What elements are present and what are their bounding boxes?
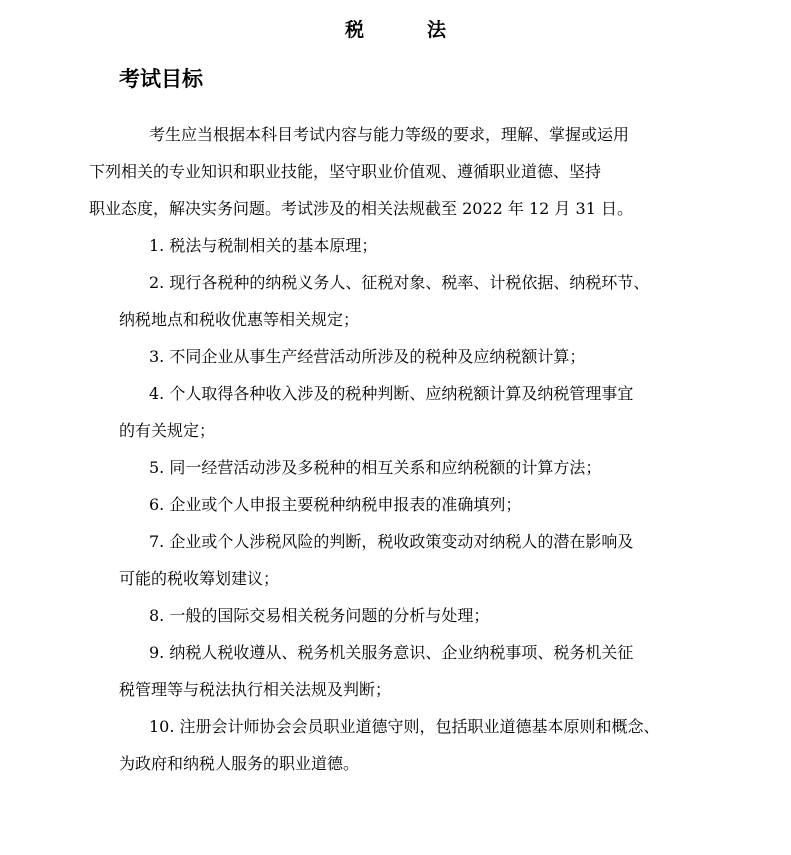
list-item-line: 10. 注册会计师协会会员职业道德守则，包括职业道德基本原则和概念、 xyxy=(149,717,660,736)
document-title: 税 法 xyxy=(344,19,468,41)
list-item-line: 7. 企业或个人涉税风险的判断，税收政策变动对纳税人的潜在影响及 xyxy=(149,532,634,551)
list-item xyxy=(119,264,679,338)
list-item-line: 可能的税收筹划建议； xyxy=(119,569,280,588)
list-item-line: 2. 现行各税种的纳税义务人、征税对象、税率、计税依据、纳税环节、 xyxy=(149,273,650,292)
list-item-line: 5. 同一经营活动涉及多税种的相互关系和应纳税额的计算方法； xyxy=(149,458,602,477)
list-item-line: 4. 个人取得各种收入涉及的税种判断、应纳税额计算及纳税管理事宜 xyxy=(149,384,634,403)
intro-paragraph xyxy=(89,116,679,227)
list-item-line: 1. 税法与税制相关的基本原理； xyxy=(149,236,378,255)
list-item-line: 3. 不同企业从事生产经营活动所涉及的税种及应纳税额计算； xyxy=(149,347,586,366)
list-item-line: 纳税地点和税收优惠等相关规定； xyxy=(119,310,360,329)
intro-line-2: 下列相关的专业知识和职业技能，坚守职业价值观、遵循职业道德、坚持 xyxy=(89,162,602,181)
list-item xyxy=(119,449,679,486)
section-heading: 考试目标 xyxy=(119,67,203,91)
list-item xyxy=(119,597,679,634)
list-item xyxy=(119,634,679,708)
list-item-line: 9. 纳税人税收遵从、税务机关服务意识、企业纳税事项、税务机关征 xyxy=(149,643,634,662)
list-item xyxy=(119,338,679,375)
list-item xyxy=(119,486,679,523)
list-item-line: 为政府和纳税人服务的职业道德。 xyxy=(119,754,360,773)
list-item xyxy=(119,227,679,264)
list-item-line: 6. 企业或个人申报主要税种纳税申报表的准确填列； xyxy=(149,495,522,514)
list-item xyxy=(119,523,679,597)
intro-line-1: 考生应当根据本科目考试内容与能力等级的要求，理解、掌握或运用 xyxy=(149,125,630,144)
list-item-line: 8. 一般的国际交易相关税务问题的分析与处理； xyxy=(149,606,490,625)
list-item xyxy=(119,708,679,782)
intro-line-3: 职业态度，解决实务问题。考试涉及的相关法规截至 2022 年 12 月 31 日。 xyxy=(89,199,633,218)
document-body xyxy=(89,116,679,782)
list-item-line: 税管理等与税法执行相关法规及判断； xyxy=(119,680,392,699)
list-item xyxy=(119,375,679,449)
list-item-line: 的有关规定； xyxy=(119,421,216,440)
